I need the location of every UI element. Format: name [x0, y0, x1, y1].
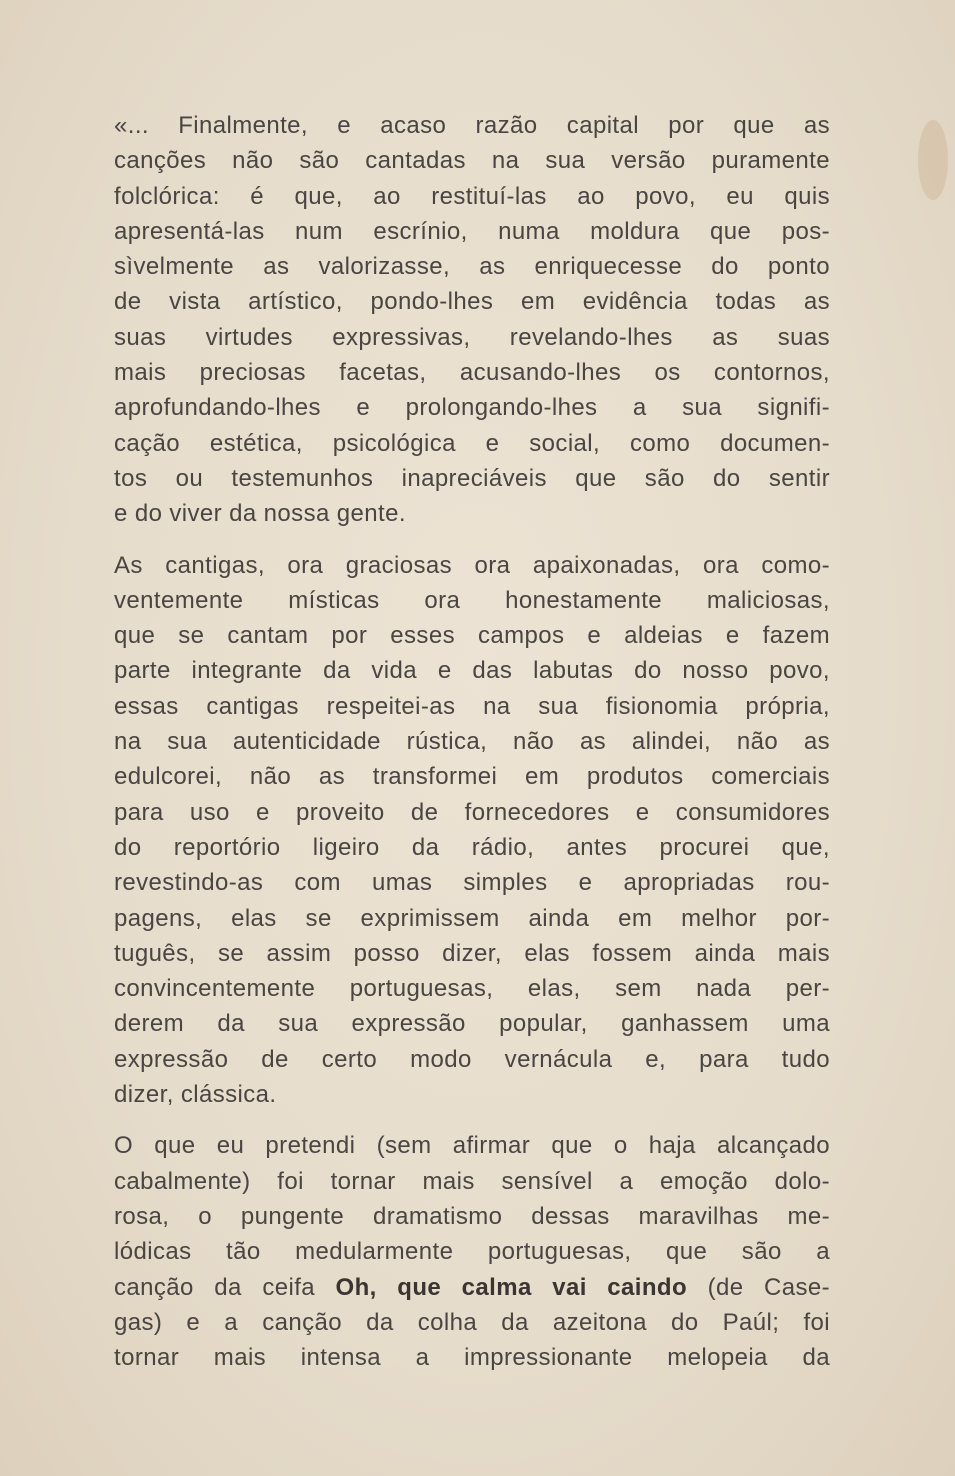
text-line: para uso e proveito de fornecedores e consumidores	[114, 798, 830, 826]
text-line: O que eu pretendi (sem afirmar que o haja alcançado	[114, 1132, 830, 1160]
text-line: folclórica: é que, ao restituí-las ao povo, eu quis	[114, 182, 830, 210]
text-line: sìvelmente as valorizasse, as enriquecesse do ponto	[114, 253, 830, 281]
text-line: do reportório ligeiro da rádio, antes procurei que,	[114, 833, 830, 861]
text-line: convincentemente portuguesas, elas, sem nada per-	[114, 975, 830, 1003]
paragraph-2	[114, 548, 830, 1113]
text-line: derem da sua expressão popular, ganhassem uma	[114, 1010, 830, 1038]
text-line: essas cantigas respeitei-as na sua fisionomia própria,	[114, 692, 830, 720]
text-column	[114, 108, 830, 1391]
text-line: parte integrante da vida e das labutas do nosso povo,	[114, 657, 830, 685]
text-line: rosa, o pungente dramatismo dessas maravilhas me-	[114, 1202, 830, 1230]
text-line: que se cantam por esses campos e aldeias e fazem	[114, 622, 830, 650]
text-line: cabalmente) foi tornar mais sensível a emoção dolo-	[114, 1167, 830, 1195]
text-line: mais preciosas facetas, acusando-lhes os contornos,	[114, 359, 830, 387]
text-line: As cantigas, ora graciosas ora apaixonadas, ora como-	[114, 551, 830, 579]
text-line: suas virtudes expressivas, revelando-lhes as suas	[114, 323, 830, 351]
text-line: tos ou testemunhos inapreciáveis que são do sentir	[114, 464, 830, 492]
text-line: e do viver da nossa gente.	[114, 500, 406, 528]
text-line: pagens, elas se exprimissem ainda em melhor por-	[114, 904, 830, 932]
paragraph-3	[114, 1128, 830, 1375]
text-line: canções não são cantadas na sua versão puramente	[114, 147, 830, 175]
text-line: na sua autenticidade rústica, não as alindei, não as	[114, 728, 830, 756]
text-line: gas) e a canção da colha da azeitona do Paúl; foi	[114, 1308, 830, 1336]
paragraph-1	[114, 108, 830, 532]
text-line: dizer, clássica.	[114, 1081, 277, 1109]
paper-stain	[918, 120, 948, 200]
text-line: de vista artístico, pondo-lhes em evidência todas as	[114, 288, 830, 316]
text-line: revestindo-as com umas simples e apropriadas rou-	[114, 869, 830, 897]
text-line: lódicas tão medularmente portuguesas, que são a	[114, 1238, 830, 1266]
text-line: «... Finalmente, e acaso razão capital por que as	[114, 112, 830, 139]
text-line-mixed	[114, 1270, 830, 1305]
text-segment: canção da ceifa	[114, 1273, 336, 1301]
text-segment: (de Case-	[687, 1273, 830, 1301]
text-line: cação estética, psicológica e social, como documen-	[114, 429, 830, 457]
text-line: ventemente místicas ora honestamente maliciosas,	[114, 586, 830, 614]
text-line: tuguês, se assim posso dizer, elas fossem ainda mais	[114, 939, 830, 967]
text-line: aprofundando-lhes e prolongando-lhes a sua signifi-	[114, 394, 830, 422]
text-line: tornar mais intensa a impressionante melopeia da	[114, 1344, 830, 1372]
text-line: apresentá-las num escrínio, numa moldura que pos-	[114, 217, 830, 245]
text-line: expressão de certo modo vernácula e, para tudo	[114, 1045, 830, 1073]
song-title: Oh, que calma vai caindo	[335, 1273, 688, 1301]
text-line: edulcorei, não as transformei em produtos comerciais	[114, 763, 830, 791]
